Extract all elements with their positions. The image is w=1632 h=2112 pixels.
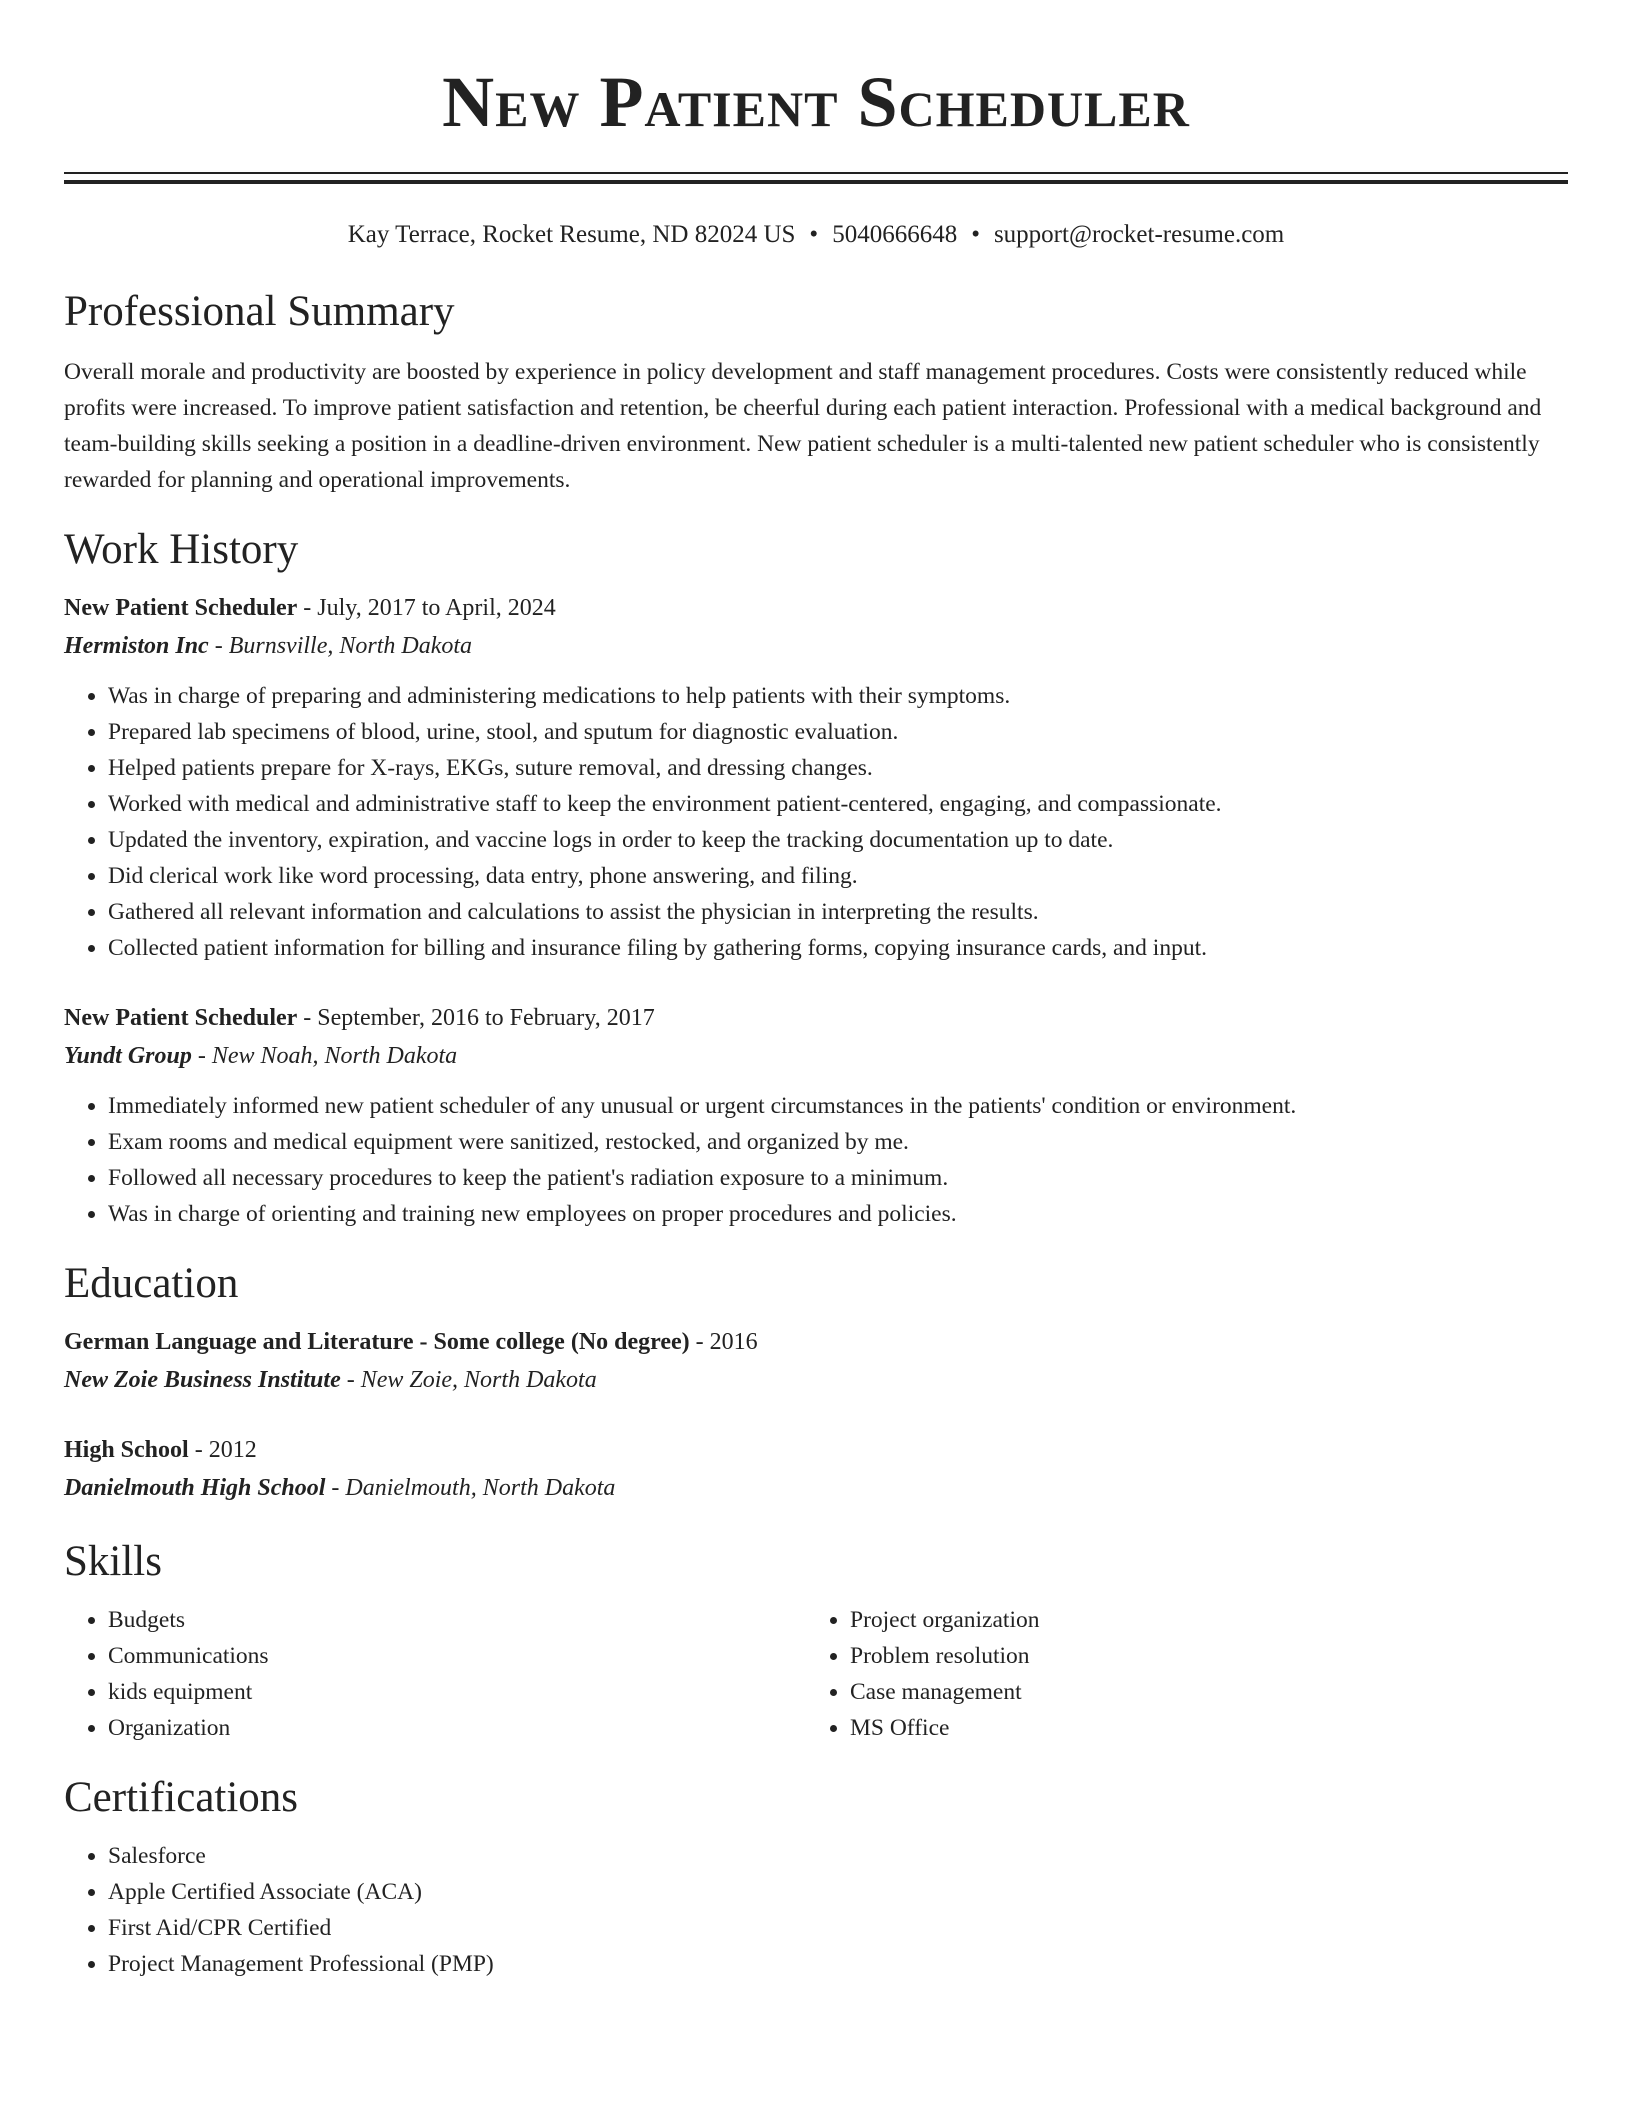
resume-title: New Patient Scheduler	[442, 62, 1190, 142]
skills-grid	[64, 1602, 1568, 1746]
title-rule-thick	[64, 180, 1568, 184]
certification-item: • Project Management Professional (PMP)	[108, 1946, 1568, 1982]
education-degree: German Language and Literature - Some college (No degree)	[64, 1329, 690, 1355]
job-bullet: • Collected patient information for billing and insurance filing by gathering forms, copying insurance cards, and input.	[108, 930, 1568, 966]
job-location: - New Noah, North Dakota	[191, 1043, 458, 1069]
job-bullet: • Gathered all relevant information and calculations to assist the physician in interpreting the results.	[108, 894, 1568, 930]
contact-separator: •	[809, 221, 819, 248]
job-bullets	[64, 678, 1568, 966]
education-year: - 2016	[689, 1329, 758, 1355]
education-degree-line	[64, 1324, 1568, 1360]
job-title-line	[64, 590, 1568, 626]
education-school: Danielmouth High School	[64, 1475, 326, 1501]
job-title: New Patient Scheduler	[64, 595, 298, 621]
job-bullet: • Helped patients prepare for X-rays, EKGs, suture removal, and dressing changes.	[108, 750, 1568, 786]
job-bullet: • Was in charge of preparing and administering medications to help patients with their symptoms.	[108, 678, 1568, 714]
job-company-line	[64, 628, 1568, 664]
job-bullet: • Was in charge of orienting and training new employees on proper procedures and policies.	[108, 1196, 1568, 1232]
education-school-line	[64, 1362, 1568, 1398]
job-company: Yundt Group	[64, 1043, 192, 1069]
skills-column-left	[64, 1602, 806, 1746]
certification-item: • Apple Certified Associate (ACA)	[108, 1874, 1568, 1910]
contact-email: support@rocket-resume.com	[993, 221, 1285, 248]
skill-item: • Communications	[108, 1638, 806, 1674]
job-bullets	[64, 1088, 1568, 1232]
education-entry	[64, 1324, 1568, 1398]
job-title-line	[64, 1000, 1568, 1036]
job-bullet: • Updated the inventory, expiration, and vaccine logs in order to keep the tracking documentation up to date.	[108, 822, 1568, 858]
education-heading: Education	[64, 1260, 239, 1307]
job-bullet: • Worked with medical and administrative staff to keep the environment patient-centered, engaging, and compassionate.	[108, 786, 1568, 822]
skill-item: • Problem resolution	[850, 1638, 1548, 1674]
skills-list	[806, 1602, 1548, 1746]
education-entry	[64, 1432, 1568, 1506]
certification-item: • Salesforce	[108, 1838, 1568, 1874]
skill-item: • Case management	[850, 1674, 1548, 1710]
job-dates: - July, 2017 to April, 2024	[297, 595, 556, 621]
job-title: New Patient Scheduler	[64, 1005, 298, 1031]
education-location: - Danielmouth, North Dakota	[325, 1475, 616, 1501]
job-location: - Burnsville, North Dakota	[208, 633, 473, 659]
education-school-line	[64, 1470, 1568, 1506]
work-history-heading: Work History	[64, 526, 299, 573]
skill-item: • Organization	[108, 1710, 806, 1746]
certification-item: • First Aid/CPR Certified	[108, 1910, 1568, 1946]
contact-separator: •	[971, 221, 980, 248]
job-bullet: • Exam rooms and medical equipment were sanitized, restocked, and organized by me.	[108, 1124, 1568, 1160]
job-bullet: • Prepared lab specimens of blood, urine, stool, and sputum for diagnostic evaluation.	[108, 714, 1568, 750]
job-entry	[64, 1000, 1568, 1232]
skill-item: • MS Office	[850, 1710, 1548, 1746]
skills-list	[64, 1602, 806, 1746]
job-dates: - September, 2016 to February, 2017	[297, 1005, 655, 1031]
skill-item: • Project organization	[850, 1602, 1548, 1638]
skills-heading: Skills	[64, 1538, 162, 1585]
job-bullet: • Followed all necessary procedures to keep the patient's radiation exposure to a minimum.	[108, 1160, 1568, 1196]
skills-column-right	[806, 1602, 1548, 1746]
job-bullet: • Did clerical work like word processing, data entry, phone answering, and filing.	[108, 858, 1568, 894]
job-bullet: • Immediately informed new patient scheduler of any unusual or urgent circumstances in the patients' condition or environment.	[108, 1088, 1568, 1124]
title-rule-thin	[64, 172, 1568, 174]
skill-item: • Budgets	[108, 1602, 806, 1638]
education-year: - 2012	[188, 1437, 257, 1463]
education-degree: High School	[64, 1437, 189, 1463]
certifications-list	[64, 1838, 1568, 1982]
education-location: - New Zoie, North Dakota	[340, 1367, 597, 1393]
job-company-line	[64, 1038, 1568, 1074]
job-entry	[64, 590, 1568, 966]
education-degree-line	[64, 1432, 1568, 1468]
skill-item: • kids equipment	[108, 1674, 806, 1710]
contact-phone: 5040666648	[832, 221, 958, 248]
summary-text: Overall morale and productivity are boosted by experience in policy development and staff management procedures. Costs were consistently reduced while profits were increased. To improve patient satisfaction and retention, be cheerful during each patient interaction. Professional with a medical background and team-building skills seeking a position in a deadline-driven environment. New patient scheduler is a multi-talented new patient scheduler who is consistently rewarded for planning and operational improvements.	[64, 359, 1542, 493]
contact-line	[64, 218, 1568, 252]
certifications-heading: Certifications	[64, 1774, 299, 1821]
contact-address: Kay Terrace, Rocket Resume, ND 82024 US	[347, 221, 796, 248]
education-school: New Zoie Business Institute	[64, 1367, 341, 1393]
summary-heading: Professional Summary	[64, 288, 455, 335]
job-company: Hermiston Inc	[64, 633, 209, 659]
